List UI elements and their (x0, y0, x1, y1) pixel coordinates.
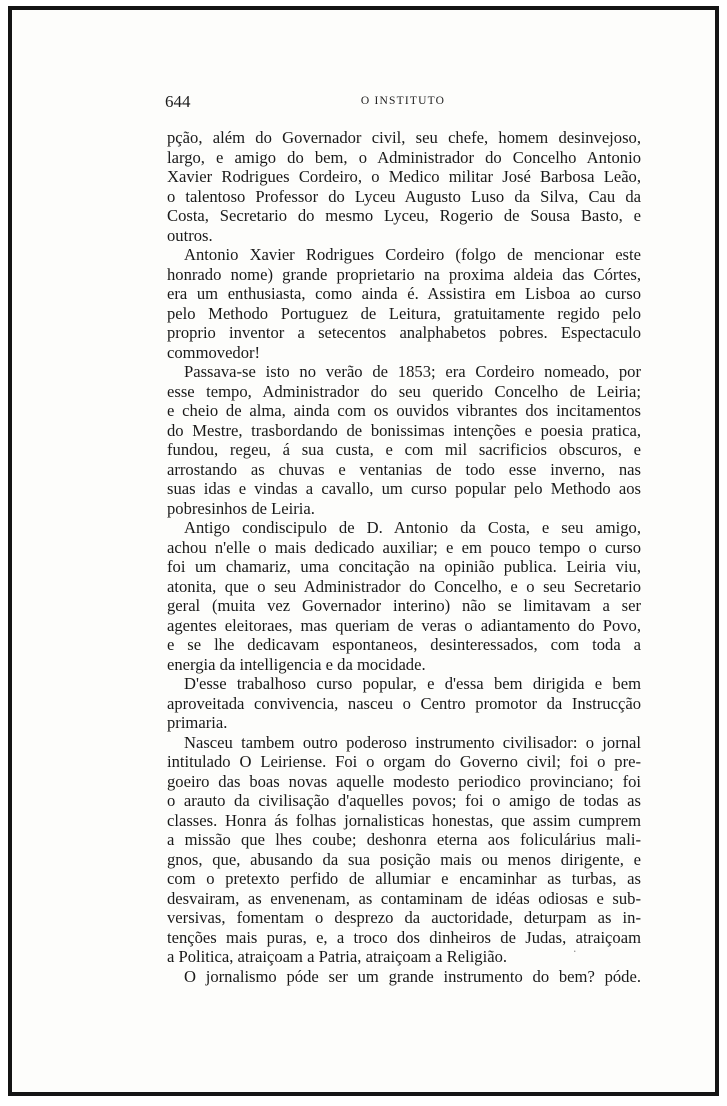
text-line (167, 304, 641, 324)
text-line-content: honrado nome) grande proprietario na proxima aldeia das Córtes, (167, 264, 641, 284)
text-line-content: D'esse trabalhoso curso popular, e d'essa bem dirigida e bem (184, 674, 641, 693)
text-line-content: outros. (167, 225, 213, 245)
text-line (167, 694, 641, 714)
text-line (167, 421, 641, 441)
text-line (167, 538, 641, 558)
text-line-content: largo, e amigo do bem, o Administrador do Concelho Antonio (167, 147, 641, 167)
text-line (167, 245, 641, 265)
text-line (167, 674, 641, 694)
text-line-content: o talentoso Professor do Lyceu Augusto Luso da Silva, Cau da (167, 186, 641, 206)
text-line-content: desvairam, as envenenam, as contaminam de idéas odiosas e sub- (167, 888, 641, 908)
text-line-content: foi um chamariz, uma concitação na opinião publica. Leiria viu, (167, 557, 641, 576)
text-line-content: Costa, Secretario do mesmo Lyceu, Rogerio de Sousa Basto, e (167, 206, 641, 225)
text-line-content: goeiro das boas novas aquelle modesto periodico provinciano; foi (167, 771, 641, 791)
text-line (167, 401, 641, 421)
text-line (167, 772, 641, 792)
text-line (167, 557, 641, 577)
text-line (167, 479, 641, 499)
text-line (167, 499, 641, 519)
text-line (167, 869, 641, 889)
text-line-content: e se lhe dedicavam espontaneos, desinteressados, com toda a (167, 635, 641, 654)
text-line-content: a Politica, atraiçoam a Patria, atraiçoam a Religião. (167, 947, 508, 966)
text-line (167, 148, 641, 168)
text-line-content: gnos, que, abusando da sua posição mais ou menos dirigente, e (167, 849, 641, 869)
running-title: O INSTITUTO (360, 95, 446, 107)
text-line-content: pobresinhos de Leiria. (167, 498, 315, 518)
body-text (167, 128, 641, 986)
text-line-content: proprio inventor a setecentos analphabetos pobres. Espectaculo (167, 323, 641, 342)
text-line-content: com o pretexto perfido de allumiar e encaminhar as turbas, as (167, 869, 641, 888)
text-line-content: aproveitada convivencia, nasceu o Centro promotor da Instrucção (167, 693, 641, 713)
text-line (167, 830, 641, 850)
text-line (167, 343, 641, 363)
text-line (167, 889, 641, 909)
text-line (167, 947, 641, 967)
text-line-content: primaria. (167, 713, 228, 732)
text-line (167, 713, 641, 733)
text-line-content: energia da intelligencia e da mocidade. (167, 654, 426, 674)
text-line-content: Nasceu tambem outro poderoso instrumento civilisador: o jornal (184, 732, 641, 752)
text-line (167, 752, 641, 772)
text-line-content: a missão que lhes coube; deshonra eterna aos foliculárius mali- (167, 830, 641, 849)
text-line-content: tenções mais puras, e, a troco dos dinheiros de Judas, atraiçoam (167, 927, 641, 947)
text-line-content: esse tempo, Administrador do seu querido Concelho de Leiria; (167, 381, 641, 401)
text-line (167, 284, 641, 304)
text-line-content: intitulado O Leiriense. Foi o orgam do Governo civil; foi o pre- (167, 752, 641, 771)
text-line-content: commovedor! (167, 342, 261, 362)
text-line-content: pelo Methodo Portuguez de Leitura, gratuitamente regido pelo (167, 303, 641, 323)
text-line-content: Passava-se isto no verão de 1853; era Cordeiro nomeado, por (184, 362, 641, 381)
text-line (167, 928, 641, 948)
text-line (167, 460, 641, 480)
text-line-content: era um enthusiasta, como ainda é. Assistira em Lisboa ao curso (167, 284, 641, 303)
text-line-content: classes. Honra ás folhas jornalisticas honestas, que assim cumprem (167, 810, 641, 830)
text-line-content: agentes eleitoraes, mas queriam de veras o adiantamento do Povo, (167, 615, 641, 635)
text-line (167, 128, 641, 148)
text-line-content: e cheio de alma, ainda com os ouvidos vibrantes dos incitamentos (167, 401, 641, 420)
text-line (167, 518, 641, 538)
text-line (167, 733, 641, 753)
text-line-content: O jornalismo póde ser um grande instrumento do bem? póde. (184, 966, 641, 986)
text-line (167, 440, 641, 460)
text-line (167, 265, 641, 285)
text-line (167, 382, 641, 402)
text-line-content: Xavier Rodrigues Cordeiro, o Medico militar José Barbosa Leão, (167, 167, 641, 186)
text-line (167, 791, 641, 811)
text-line-content: geral (muita vez Governador interino) não se limitavam a ser (167, 596, 641, 615)
text-line (167, 206, 641, 226)
text-line (167, 616, 641, 636)
text-line (167, 811, 641, 831)
text-line-content: pção, além do Governador civil, seu chefe, homem desinvejoso, (167, 128, 641, 147)
text-line (167, 655, 641, 675)
page-number: 644 (165, 92, 191, 111)
text-line-content: do Mestre, trasbordando de bonissimas intenções e poesia pratica, (167, 420, 641, 440)
ink-speck: · (573, 945, 577, 958)
text-line (167, 167, 641, 187)
text-line (167, 908, 641, 928)
text-line-content: versivas, fomentam o desprezo da auctoridade, deturpam as in- (167, 908, 641, 927)
text-line (167, 323, 641, 343)
text-line-content: o arauto da civilisação d'aquelles povos; foi o amigo de todas as (167, 791, 641, 810)
text-line (167, 596, 641, 616)
text-line (167, 226, 641, 246)
text-line (167, 967, 641, 987)
page-header (165, 92, 641, 116)
text-line (167, 635, 641, 655)
text-line-content: atonita, que o seu Administrador do Concelho, e o seu Secretario (167, 576, 641, 596)
text-line-content: achou n'elle o mais dedicado auxiliar; e em pouco tempo o curso (167, 537, 641, 557)
text-line-content: Antonio Xavier Rodrigues Cordeiro (folgo de mencionar este (184, 245, 641, 264)
text-line (167, 362, 641, 382)
text-line (167, 187, 641, 207)
text-line-content: suas idas e vindas a cavallo, um curso popular pelo Methodo aos (167, 479, 641, 498)
text-line-content: Antigo condiscipulo de D. Antonio da Costa, e seu amigo, (184, 518, 641, 537)
text-line (167, 850, 641, 870)
text-line (167, 577, 641, 597)
text-line-content: arrostando as chuvas e ventanias de todo esse inverno, nas (167, 459, 641, 479)
text-line-content: fundou, regeu, á sua custa, e com mil sacrificios obscuros, e (167, 440, 641, 459)
